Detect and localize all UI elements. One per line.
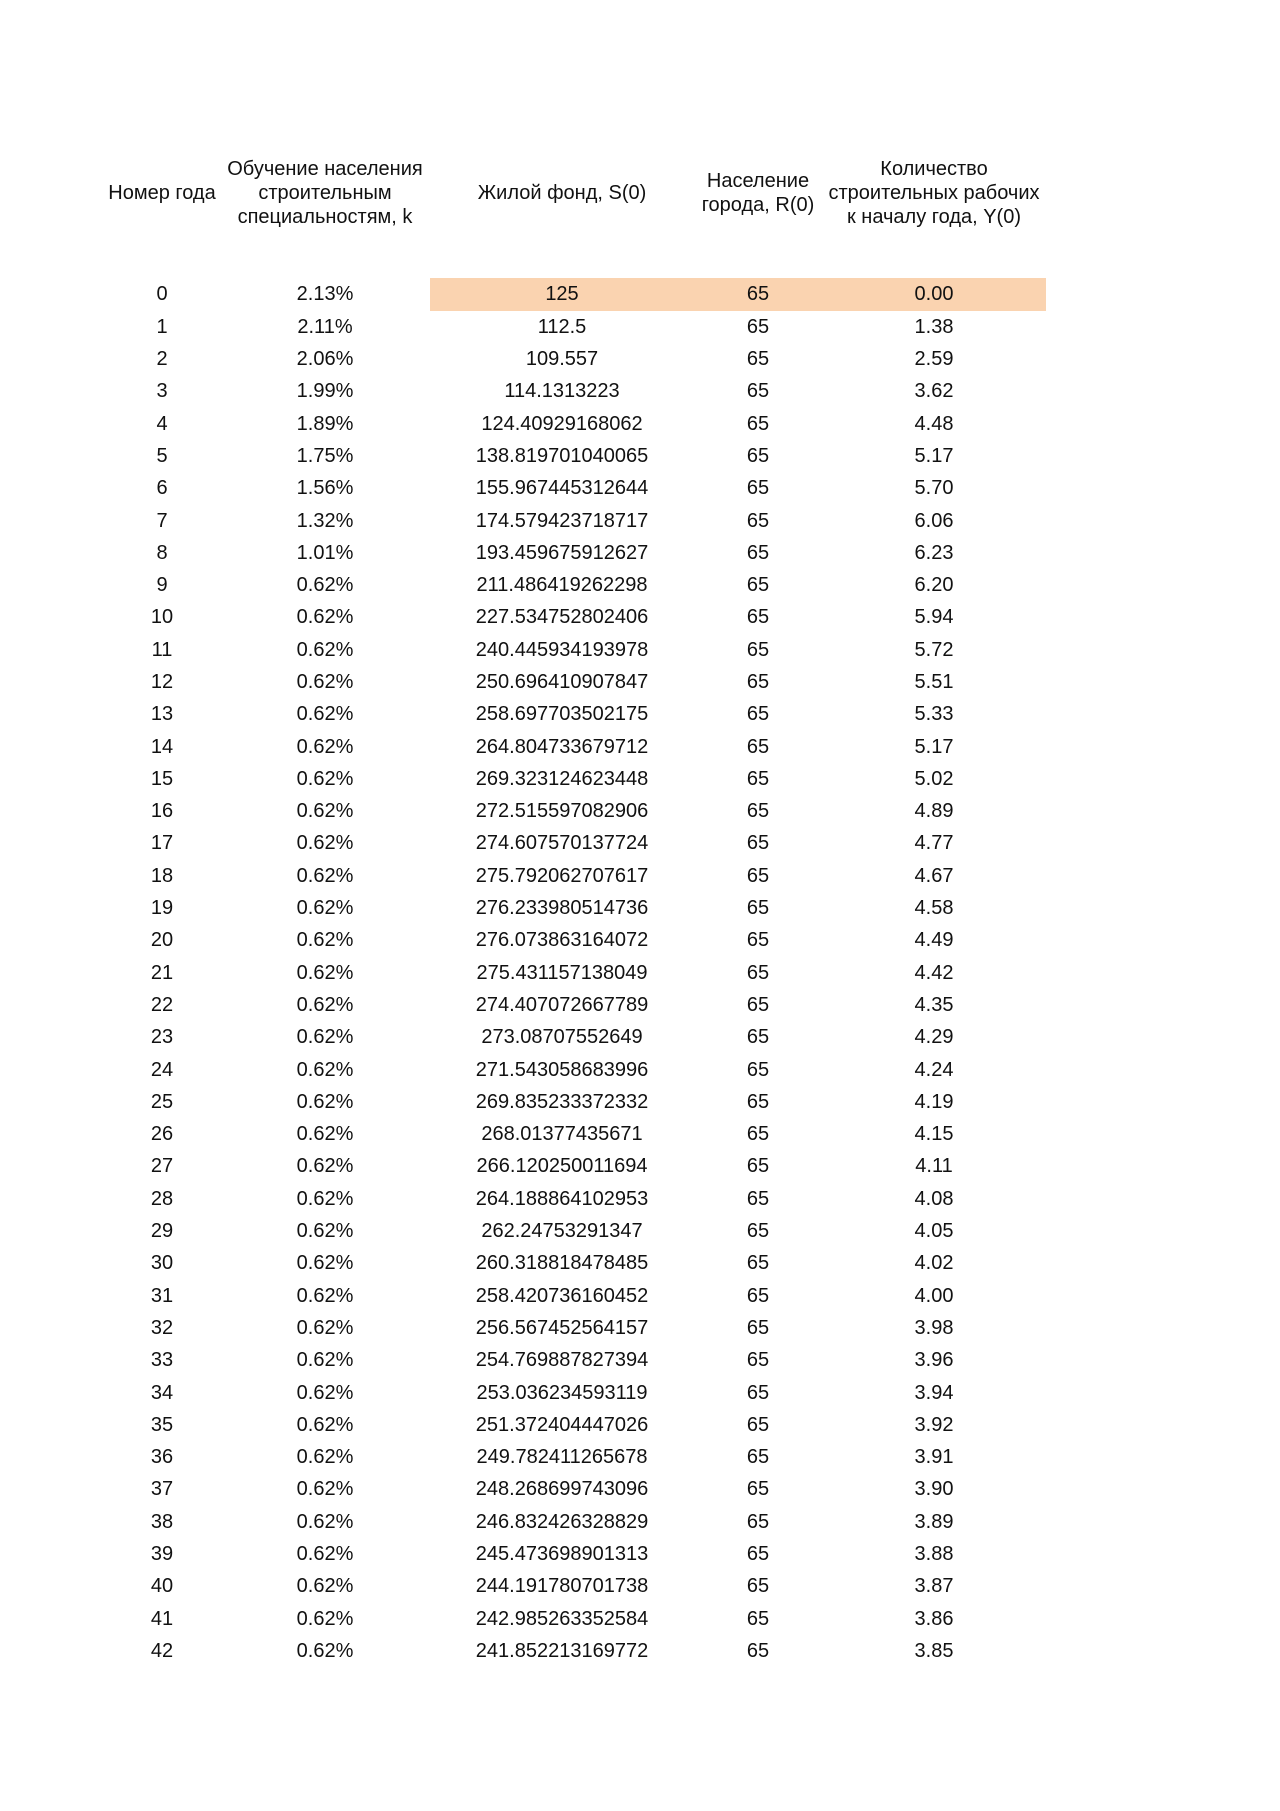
cell-workers-y: 4.05	[914, 1220, 954, 1243]
cell-year: 17	[150, 832, 174, 855]
table-row	[104, 1021, 1046, 1053]
cell-training-k: 1.99%	[296, 380, 354, 403]
cell-housing-s: 124.40929168062	[481, 412, 643, 435]
cell-training-k: 0.62%	[296, 1575, 354, 1598]
table-row	[104, 795, 1046, 827]
table-row	[104, 1053, 1046, 1085]
cell-housing-s: 112.5	[537, 315, 587, 338]
cell-population-r: 65	[746, 1413, 770, 1436]
cell-workers-y: 4.24	[914, 1058, 954, 1081]
cell-population-r: 65	[746, 380, 770, 403]
cell-training-k: 0.62%	[296, 606, 354, 629]
cell-population-r: 65	[746, 1349, 770, 1372]
cell-workers-y: 4.48	[914, 412, 954, 435]
cell-population-r: 65	[746, 832, 770, 855]
cell-training-k: 0.62%	[296, 1607, 354, 1630]
cell-training-k: 0.62%	[296, 832, 354, 855]
cell-housing-s: 275.431157138049	[476, 961, 648, 984]
cell-housing-s: 138.819701040065	[475, 444, 649, 467]
cell-population-r: 65	[694, 278, 822, 310]
cell-population-r: 65	[746, 1316, 770, 1339]
cell-year: 19	[150, 897, 174, 920]
cell-population-r: 65	[746, 348, 770, 371]
cell-population-r: 65	[746, 1252, 770, 1275]
cell-training-k: 0.62%	[296, 864, 354, 887]
cell-housing-s: 249.782411265678	[476, 1446, 648, 1469]
header-training-k: Обучение населения строительным специальностям, k	[227, 158, 423, 228]
cell-year: 18	[150, 864, 174, 887]
cell-training-k: 0.62%	[296, 1155, 354, 1178]
table-row	[104, 1118, 1046, 1150]
cell-housing-s: 227.534752802406	[475, 606, 649, 629]
table-row	[104, 1247, 1046, 1279]
cell-housing-s: 258.697703502175	[475, 703, 649, 726]
cell-housing-s: 271.543058683996	[475, 1058, 649, 1081]
cell-workers-y: 4.42	[914, 961, 954, 984]
cell-housing-s: 241.852213169772	[475, 1639, 649, 1662]
header-row	[104, 140, 1046, 246]
table-row	[104, 698, 1046, 730]
cell-training-k: 0.62%	[296, 735, 354, 758]
cell-housing-s: 253.036234593119	[476, 1381, 648, 1404]
cell-population-r: 65	[746, 1187, 770, 1210]
cell-population-r: 65	[746, 1478, 770, 1501]
cell-year: 30	[150, 1252, 174, 1275]
table-row	[104, 957, 1046, 989]
cell-year: 6	[156, 477, 168, 500]
cell-population-r: 65	[746, 897, 770, 920]
cell-workers-y: 3.98	[914, 1316, 954, 1339]
cell-training-k: 0.62%	[296, 1543, 354, 1566]
table-row	[104, 569, 1046, 601]
cell-year: 42	[150, 1639, 174, 1662]
table-row	[104, 1376, 1046, 1408]
cell-population-r: 65	[746, 1607, 770, 1630]
cell-training-k: 0.62%	[296, 1026, 354, 1049]
cell-year: 31	[150, 1284, 174, 1307]
cell-year: 28	[150, 1187, 174, 1210]
cell-training-k: 2.11%	[297, 315, 353, 338]
table-row	[104, 1215, 1046, 1247]
cell-housing-s: 250.696410907847	[475, 671, 649, 693]
cell-year: 13	[150, 703, 174, 726]
table-row	[104, 1635, 1046, 1667]
cell-training-k: 0.62%	[296, 993, 354, 1016]
cell-year: 7	[156, 509, 168, 532]
cell-population-r: 65	[746, 1381, 770, 1404]
cell-workers-y: 4.08	[914, 1187, 954, 1210]
cell-year: 32	[150, 1316, 174, 1339]
cell-workers-y: 5.17	[914, 735, 954, 758]
cell-year: 40	[150, 1575, 174, 1598]
cell-housing-s: 251.372404447026	[475, 1413, 649, 1436]
cell-workers-y: 3.94	[914, 1381, 954, 1404]
table-row	[104, 1570, 1046, 1602]
cell-population-r: 65	[746, 1543, 770, 1566]
cell-training-k: 0.62%	[296, 574, 354, 597]
cell-training-k: 0.62%	[296, 1220, 354, 1243]
cell-workers-y: 3.86	[914, 1607, 954, 1630]
cell-population-r: 65	[746, 1639, 770, 1662]
cell-year: 39	[150, 1543, 174, 1566]
table-row	[104, 1409, 1046, 1441]
cell-workers-y: 0.00	[822, 278, 1046, 310]
cell-housing-s: 262.24753291347	[481, 1220, 643, 1243]
cell-population-r: 65	[746, 1510, 770, 1533]
table-row	[104, 278, 1046, 310]
cell-workers-y: 4.67	[914, 864, 954, 887]
cell-workers-y: 5.70	[914, 477, 954, 500]
cell-housing-s: 274.607570137724	[475, 832, 649, 855]
data-table	[104, 140, 1046, 1667]
cell-year: 27	[150, 1155, 174, 1178]
cell-housing-s: 246.832426328829	[475, 1510, 649, 1533]
cell-year: 8	[156, 541, 168, 564]
cell-housing-s: 276.073863164072	[475, 929, 649, 952]
cell-training-k: 1.01%	[296, 541, 354, 564]
cell-training-k: 1.75%	[296, 444, 354, 467]
cell-population-r: 65	[746, 638, 770, 661]
cell-year: 23	[150, 1026, 174, 1049]
cell-housing-s: 274.407072667789	[475, 993, 649, 1016]
table-row	[104, 1602, 1046, 1634]
cell-population-r: 65	[746, 961, 770, 984]
cell-workers-y: 6.06	[914, 509, 954, 532]
cell-housing-s: 211.486419262298	[476, 574, 648, 597]
cell-year: 20	[150, 929, 174, 952]
cell-training-k: 0.62%	[296, 1413, 354, 1436]
cell-year: 4	[156, 412, 168, 435]
cell-workers-y: 3.90	[914, 1478, 954, 1501]
cell-population-r: 65	[746, 929, 770, 952]
cell-population-r: 65	[746, 800, 770, 823]
cell-housing-s: 258.420736160452	[475, 1284, 649, 1307]
cell-workers-y: 5.17	[914, 444, 954, 467]
cell-housing-s: 275.792062707617	[475, 864, 649, 887]
cell-population-r: 65	[746, 1220, 770, 1243]
cell-population-r: 65	[746, 1123, 770, 1146]
cell-year: 37	[150, 1478, 174, 1501]
table-row	[104, 343, 1046, 375]
cell-population-r: 65	[746, 1058, 770, 1081]
cell-housing-s: 273.08707552649	[481, 1026, 643, 1049]
cell-population-r: 65	[746, 574, 770, 597]
cell-training-k: 0.62%	[296, 1639, 354, 1662]
cell-population-r: 65	[746, 444, 770, 467]
cell-training-k: 0.62%	[296, 703, 354, 726]
cell-training-k: 0.62%	[296, 671, 354, 693]
cell-year: 0	[156, 283, 168, 306]
table-row	[104, 730, 1046, 762]
cell-workers-y: 4.29	[914, 1026, 954, 1049]
cell-workers-y: 6.20	[914, 574, 954, 597]
cell-workers-y: 4.35	[914, 993, 954, 1016]
cell-year: 29	[150, 1220, 174, 1243]
cell-training-k: 0.62%	[296, 1187, 354, 1210]
cell-training-k: 0.62%	[296, 1123, 354, 1146]
table-row	[104, 1441, 1046, 1473]
cell-workers-y: 3.88	[914, 1543, 954, 1566]
cell-workers-y: 4.58	[914, 897, 954, 920]
cell-year: 5	[156, 444, 168, 467]
cell-training-k: 0.62%	[296, 1381, 354, 1404]
cell-housing-s: 242.985263352584	[475, 1607, 649, 1630]
cell-training-k: 0.62%	[296, 767, 354, 790]
cell-housing-s: 125	[430, 278, 694, 310]
cell-year: 14	[150, 735, 174, 758]
table-row	[104, 634, 1046, 666]
cell-training-k: 1.89%	[296, 412, 354, 435]
cell-population-r: 65	[746, 864, 770, 887]
cell-workers-y: 5.94	[914, 606, 954, 629]
table-row	[104, 763, 1046, 795]
cell-housing-s: 269.323124623448	[475, 767, 649, 790]
cell-workers-y: 5.72	[914, 638, 954, 661]
cell-population-r: 65	[746, 735, 770, 758]
table-row	[104, 504, 1046, 536]
cell-population-r: 65	[746, 541, 770, 564]
cell-population-r: 65	[746, 671, 770, 693]
cell-workers-y: 4.02	[914, 1252, 954, 1275]
table-row	[104, 472, 1046, 504]
cell-year: 16	[150, 800, 174, 823]
table-row	[104, 407, 1046, 439]
cell-training-k: 0.62%	[296, 897, 354, 920]
table-row	[104, 827, 1046, 859]
table-row	[104, 1506, 1046, 1538]
table-row	[104, 311, 1046, 343]
cell-population-r: 65	[746, 477, 770, 500]
cell-housing-s: 269.835233372332	[475, 1090, 649, 1113]
cell-workers-y: 5.02	[914, 767, 954, 790]
cell-training-k: 0.62%	[296, 1058, 354, 1081]
cell-population-r: 65	[746, 767, 770, 790]
table-row	[104, 1150, 1046, 1182]
cell-housing-s: 240.445934193978	[475, 638, 649, 661]
cell-housing-s: 254.769887827394	[475, 1349, 649, 1372]
cell-training-k: 0.62%	[296, 961, 354, 984]
cell-housing-s: 276.233980514736	[475, 897, 649, 920]
cell-training-k: 1.56%	[296, 477, 354, 500]
cell-year: 38	[150, 1510, 174, 1533]
cell-year: 2	[156, 348, 168, 371]
table-row	[104, 989, 1046, 1021]
cell-training-k: 0.62%	[296, 1446, 354, 1469]
cell-year: 33	[150, 1349, 174, 1372]
cell-year: 41	[150, 1607, 174, 1630]
cell-workers-y: 4.00	[914, 1284, 954, 1307]
cell-training-k: 0.62%	[296, 929, 354, 952]
cell-population-r: 65	[746, 315, 770, 338]
cell-workers-y: 1.38	[914, 315, 954, 338]
cell-workers-y: 4.49	[914, 929, 954, 952]
cell-population-r: 65	[746, 1026, 770, 1049]
cell-workers-y: 3.92	[914, 1413, 954, 1436]
cell-population-r: 65	[746, 993, 770, 1016]
table-row	[104, 1538, 1046, 1570]
header-population-r: Население города, R(0)	[701, 170, 815, 216]
cell-housing-s: 272.515597082906	[475, 800, 649, 823]
cell-year: 3	[156, 380, 168, 403]
cell-workers-y: 6.23	[914, 541, 954, 564]
cell-workers-y: 4.11	[915, 1155, 953, 1178]
cell-housing-s: 260.318818478485	[475, 1252, 649, 1275]
table-row	[104, 924, 1046, 956]
cell-population-r: 65	[746, 412, 770, 435]
cell-year: 35	[150, 1413, 174, 1436]
cell-housing-s: 264.804733679712	[475, 735, 649, 758]
cell-population-r: 65	[746, 1090, 770, 1113]
table-row	[104, 375, 1046, 407]
cell-housing-s: 109.557	[525, 348, 599, 371]
cell-housing-s: 248.268699743096	[475, 1478, 649, 1501]
cell-workers-y: 5.33	[914, 703, 954, 726]
cell-housing-s: 114.1313223	[504, 380, 620, 403]
table-row	[104, 666, 1046, 698]
cell-housing-s: 266.120250011694	[476, 1155, 648, 1178]
table-body	[104, 278, 1046, 1667]
table-row	[104, 537, 1046, 569]
cell-year: 9	[156, 574, 168, 597]
cell-year: 10	[150, 606, 174, 629]
cell-year: 36	[150, 1446, 174, 1469]
cell-workers-y: 3.87	[914, 1575, 954, 1598]
cell-training-k: 0.62%	[296, 1284, 354, 1307]
cell-housing-s: 193.459675912627	[475, 541, 649, 564]
table-row	[104, 440, 1046, 472]
cell-training-k: 0.62%	[296, 1349, 354, 1372]
cell-housing-s: 174.579423718717	[475, 509, 649, 532]
cell-workers-y: 4.89	[914, 800, 954, 823]
cell-workers-y: 4.77	[914, 832, 954, 855]
cell-housing-s: 155.967445312644	[475, 477, 649, 500]
cell-training-k: 1.32%	[296, 509, 354, 532]
header-workers-y: Количество строительных рабочих к началу года, Y(0)	[828, 158, 1040, 228]
cell-year: 34	[150, 1381, 174, 1404]
cell-workers-y: 3.89	[914, 1510, 954, 1533]
cell-year: 21	[150, 961, 174, 984]
table-row	[104, 892, 1046, 924]
cell-training-k: 0.62%	[296, 638, 354, 661]
cell-housing-s: 256.567452564157	[475, 1316, 649, 1339]
table-row	[104, 1086, 1046, 1118]
cell-population-r: 65	[746, 703, 770, 726]
cell-population-r: 65	[746, 1575, 770, 1598]
table-row	[104, 1473, 1046, 1505]
cell-housing-s: 245.473698901313	[475, 1543, 649, 1566]
cell-training-k: 2.06%	[296, 348, 354, 371]
cell-training-k: 0.62%	[296, 1478, 354, 1501]
cell-year: 11	[151, 638, 173, 661]
cell-year: 12	[150, 671, 174, 693]
cell-training-k: 0.62%	[296, 1090, 354, 1113]
cell-population-r: 65	[746, 1155, 770, 1178]
cell-workers-y: 2.59	[914, 348, 954, 371]
cell-workers-y: 3.85	[914, 1639, 954, 1662]
header-spacer-row	[104, 246, 1046, 278]
cell-workers-y: 3.91	[914, 1446, 954, 1469]
cell-housing-s: 264.188864102953	[475, 1187, 649, 1210]
cell-year: 22	[150, 993, 174, 1016]
cell-workers-y: 3.62	[914, 380, 954, 403]
cell-housing-s: 268.01377435671	[481, 1123, 643, 1146]
cell-training-k: 0.62%	[296, 800, 354, 823]
table-row	[104, 1344, 1046, 1376]
cell-workers-y: 4.15	[914, 1123, 954, 1146]
cell-population-r: 65	[746, 606, 770, 629]
cell-training-k: 0.62%	[296, 1316, 354, 1339]
cell-training-k: 0.62%	[296, 1510, 354, 1533]
header-housing-s: Жилой фонд, S(0)	[477, 182, 647, 204]
cell-year: 25	[150, 1090, 174, 1113]
cell-housing-s: 244.191780701738	[475, 1575, 649, 1598]
table-row	[104, 860, 1046, 892]
cell-workers-y: 3.96	[914, 1349, 954, 1372]
table-row	[104, 1280, 1046, 1312]
cell-workers-y: 4.19	[914, 1090, 954, 1113]
cell-year: 1	[156, 315, 168, 338]
table-row	[104, 1312, 1046, 1344]
cell-population-r: 65	[746, 1446, 770, 1469]
cell-year: 24	[150, 1058, 174, 1081]
cell-year: 26	[150, 1123, 174, 1146]
cell-training-k: 0.62%	[296, 1252, 354, 1275]
header-year: Номер года	[108, 182, 216, 204]
cell-training-k: 2.13%	[296, 283, 354, 306]
cell-population-r: 65	[746, 1284, 770, 1307]
cell-population-r: 65	[746, 509, 770, 532]
cell-year: 15	[150, 767, 174, 790]
cell-workers-y: 5.51	[914, 671, 954, 693]
table-row	[104, 601, 1046, 633]
table-row	[104, 1183, 1046, 1215]
